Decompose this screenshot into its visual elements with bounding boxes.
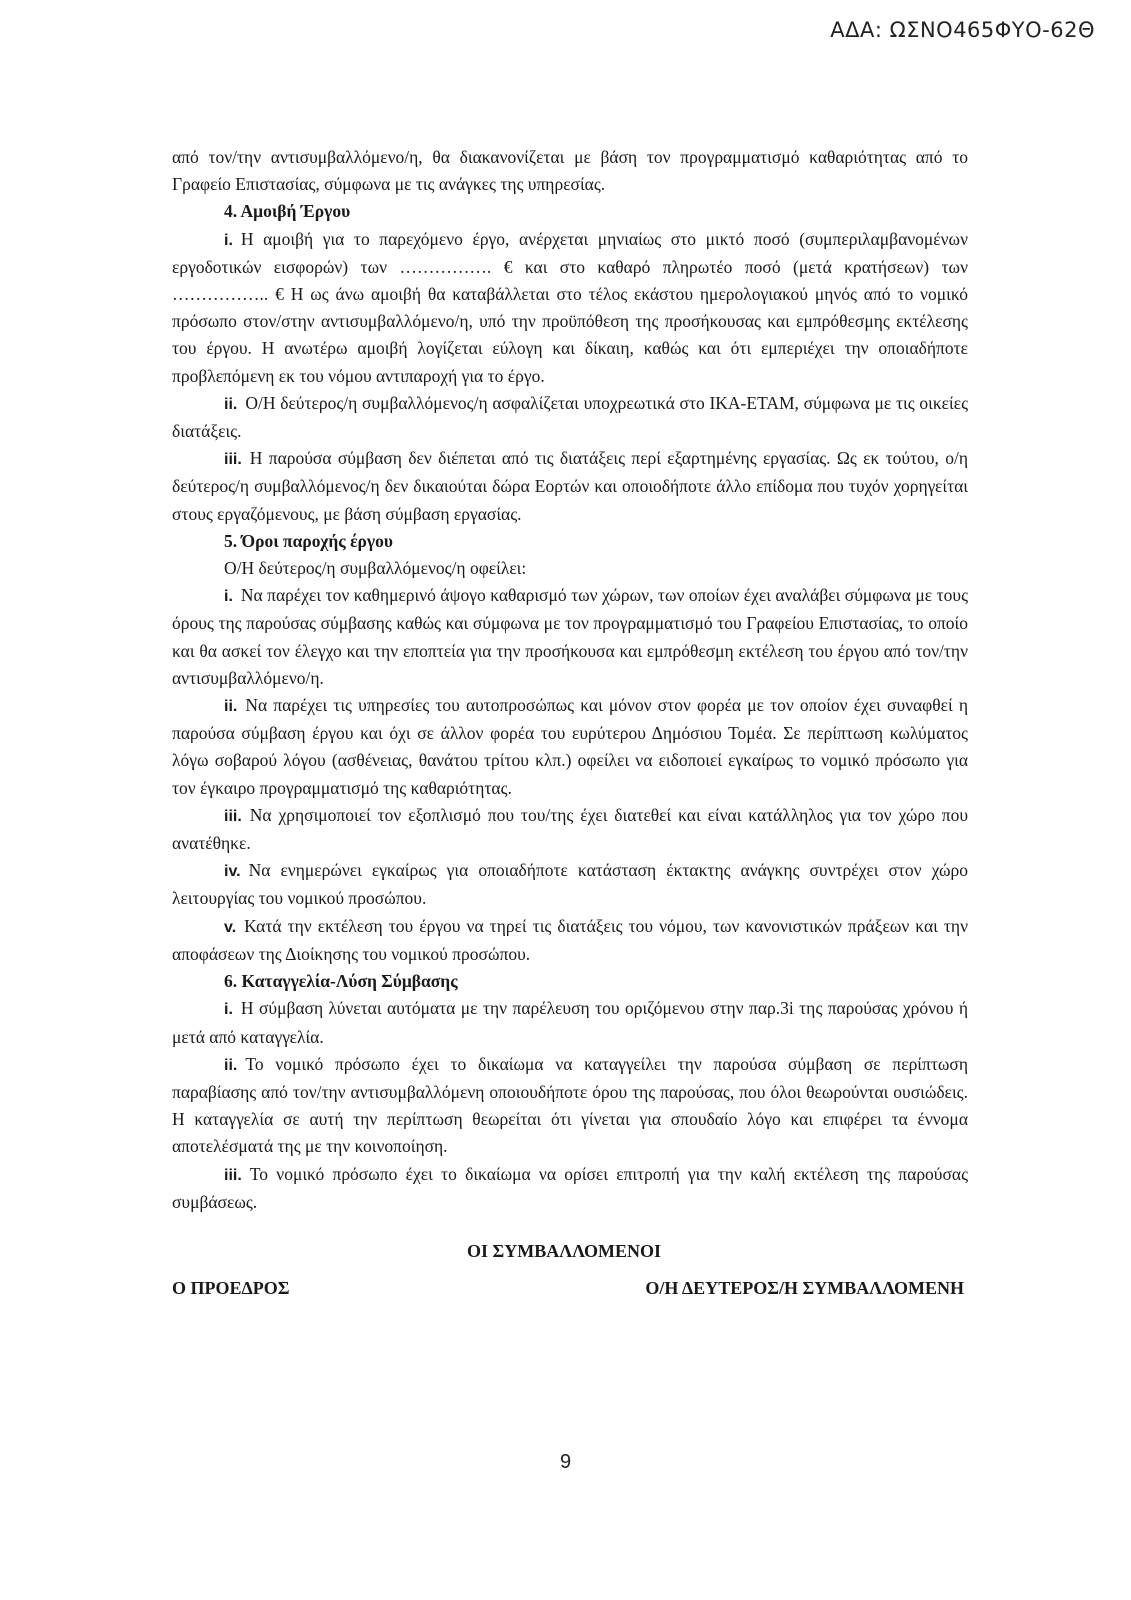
section-6-item — [172, 1161, 968, 1216]
item-number: iii. — [224, 1166, 242, 1184]
item-number: i. — [224, 231, 233, 249]
section-4-item — [172, 390, 968, 445]
item-text: Η παρούσα σύμβαση δεν διέπεται από τις διατάξεις περί εξαρτημένης εργασίας. Ως εκ τούτου, ο/η δεύτερος/η συμβαλλόμενος/η δεν δικαιούται δώρα Εορτών και οποιοδήποτε άλλο επίδομα που τυχόν χορηγείται στους εργαζόμενους, με βάση σύμβαση εργασίας. — [172, 448, 968, 524]
document-body — [172, 144, 968, 1302]
section-5-item — [172, 913, 968, 968]
second-party-signature-label: Ο/Η ΔΕΥΤΕΡΟΣ/Η ΣΥΜΒΑΛΛΟΜΕΝΗ — [645, 1278, 964, 1299]
item-number: ii. — [224, 1056, 238, 1074]
section-5-heading: 5. Όροι παροχής έργου — [224, 530, 393, 551]
item-text: Η αμοιβή για το παρεχόμενο έργο, ανέρχεται μηνιαίως στο μικτό ποσό (συμπεριλαμβανομένων εργοδοτικών εισφορών) των ……………. € και στο καθαρό πληρωτέο ποσό (μετά κρατήσεων) των …………….. € Η ως άνω αμοιβή θα καταβάλλεται στο τέλος εκάστου ημερολογιακού μηνός από το νομικό πρόσωπο στον/στην αντισυμβαλλόμενο/η, υπό την προϋπόθεση της προσήκουσας και εμπρόθεσμης εκτέλεσης του έργου. Η ανωτέρω αμοιβή λογίζεται εύλογη και δίκαιη, καθώς και ότι εμπεριέχει την οποιαδήποτε προβλεπόμενη εκ του νόμου αντιπαροχή για το έργο. — [172, 228, 968, 386]
contracting-parties-title: ΟΙ ΣΥΜΒΑΛΛΟΜΕΝΟΙ — [466, 1240, 662, 1261]
section-6-item — [172, 995, 968, 1050]
ada-code: ΑΔΑ: ΩΣΝΟ465ΦΥΟ-62Θ — [830, 18, 1095, 42]
president-signature-label: Ο ΠΡΟΕΔΡΟΣ — [172, 1278, 290, 1299]
page-number: 9 — [559, 1451, 572, 1473]
intro-paragraph: από τον/την αντισυμβαλλόμενο/η, θα διακανονίζεται με βάση τον προγραμματισμό καθαριότητας από το Γραφείο Επιστασίας, σύμφωνα με τις ανάγκες της υπηρεσίας. — [172, 147, 968, 195]
item-text: Να παρέχει τις υπηρεσίες του αυτοπροσώπως και μόνον στον φορέα με τον οποίον έχει συναφθεί η παρούσα σύμβαση έργου και όχι σε άλλον φορέα του ευρύτερου Δημόσιου Τομέα. Σε περίπτωση κωλύματος λόγω σοβαρού λόγου (ασθένειας, θανάτου τρίτου κλπ.) οφείλει να ειδοποιεί εγκαίρως το νομικό πρόσωπο για τον έγκαιρο προγραμματισμό της καθαριότητας. — [172, 695, 968, 798]
section-5-item — [172, 582, 968, 692]
section-5-item — [172, 857, 968, 912]
item-number: i. — [224, 1001, 233, 1019]
item-text: Να παρέχει τον καθημερινό άψογο καθαρισμό των χώρων, των οποίων έχει αναλάβει σύμφωνα με τους όρους της παρούσας σύμβασης καθώς και σύμφωνα με τον προγραμματισμό του Γραφείου Επιστασίας, το οποίο και θα ασκεί τον έλεγχο και την εποπτεία για την προσήκουσα και εμπρόθεσμη εκτέλεση του έργου από τον/την αντισυμβαλλόμενο/η. — [172, 585, 968, 688]
section-4-item — [172, 226, 968, 390]
item-number: ii. — [224, 698, 238, 716]
item-number: v. — [224, 918, 237, 936]
item-number: iv. — [224, 863, 241, 881]
item-text: Ο/Η δεύτερος/η συμβαλλόμενος/η ασφαλίζεται υποχρεωτικά στο ΙΚΑ-ΕΤΑΜ, σύμφωνα με τις οικείες διατάξεις. — [172, 392, 968, 442]
item-number: i. — [224, 588, 233, 606]
item-number: iii. — [224, 807, 242, 825]
section-5-item — [172, 802, 968, 857]
item-text: Το νομικό πρόσωπο έχει το δικαίωμα να ορίσει επιτροπή για την καλή εκτέλεση της παρούσας συμβάσεως. — [172, 1163, 968, 1212]
section-5-item — [172, 692, 968, 802]
item-text: Να χρησιμοποιεί τον εξοπλισμό που του/της έχει διατεθεί και είναι κατάλληλος για τον χώρο που ανατέθηκε. — [172, 804, 968, 854]
item-text: Κατά την εκτέλεση του έργου να τηρεί τις διατάξεις του νόμου, των κανονιστικών πράξεων και την αποφάσεων της Διοίκησης του νομικού προσώπου. — [172, 915, 968, 964]
section-6-item — [172, 1051, 968, 1161]
section-5-lead: Ο/Η δεύτερος/η συμβαλλόμενος/η οφείλει: — [224, 558, 527, 579]
section-4-item — [172, 445, 968, 528]
signature-row — [172, 1275, 968, 1302]
item-number: ii. — [224, 395, 238, 413]
item-text: Να ενημερώνει εγκαίρως για οποιαδήποτε κατάσταση έκτακτης ανάγκης συντρέχει στον χώρο λειτουργίας του νομικού προσώπου. — [172, 860, 968, 909]
item-number: iii. — [224, 451, 242, 469]
section-4-heading: 4. Αμοιβή Έργου — [224, 201, 351, 222]
item-text: Η σύμβαση λύνεται αυτόματα με την παρέλευση του οριζόμενου στην παρ.3i της παρούσας χρόνου ή μετά από καταγγελία. — [172, 998, 968, 1047]
section-6-heading: 6. Καταγγελία-Λύση Σύμβασης — [224, 971, 458, 992]
item-text: Το νομικό πρόσωπο έχει το δικαίωμα να καταγγείλει την παρούσα σύμβαση σε περίπτωση παραβίασης από τον/την αντισυμβαλλόμενη οποιουδήποτε όρου της παρούσας, που όλοι θεωρούνται ουσιώδεις. Η καταγγελία σε αυτή την περίπτωση θεωρείται ότι γίνεται για σπουδαίο λόγο και επιφέρει τα έννομα αποτελέσματά της με την κοινοποίηση. — [172, 1053, 968, 1157]
